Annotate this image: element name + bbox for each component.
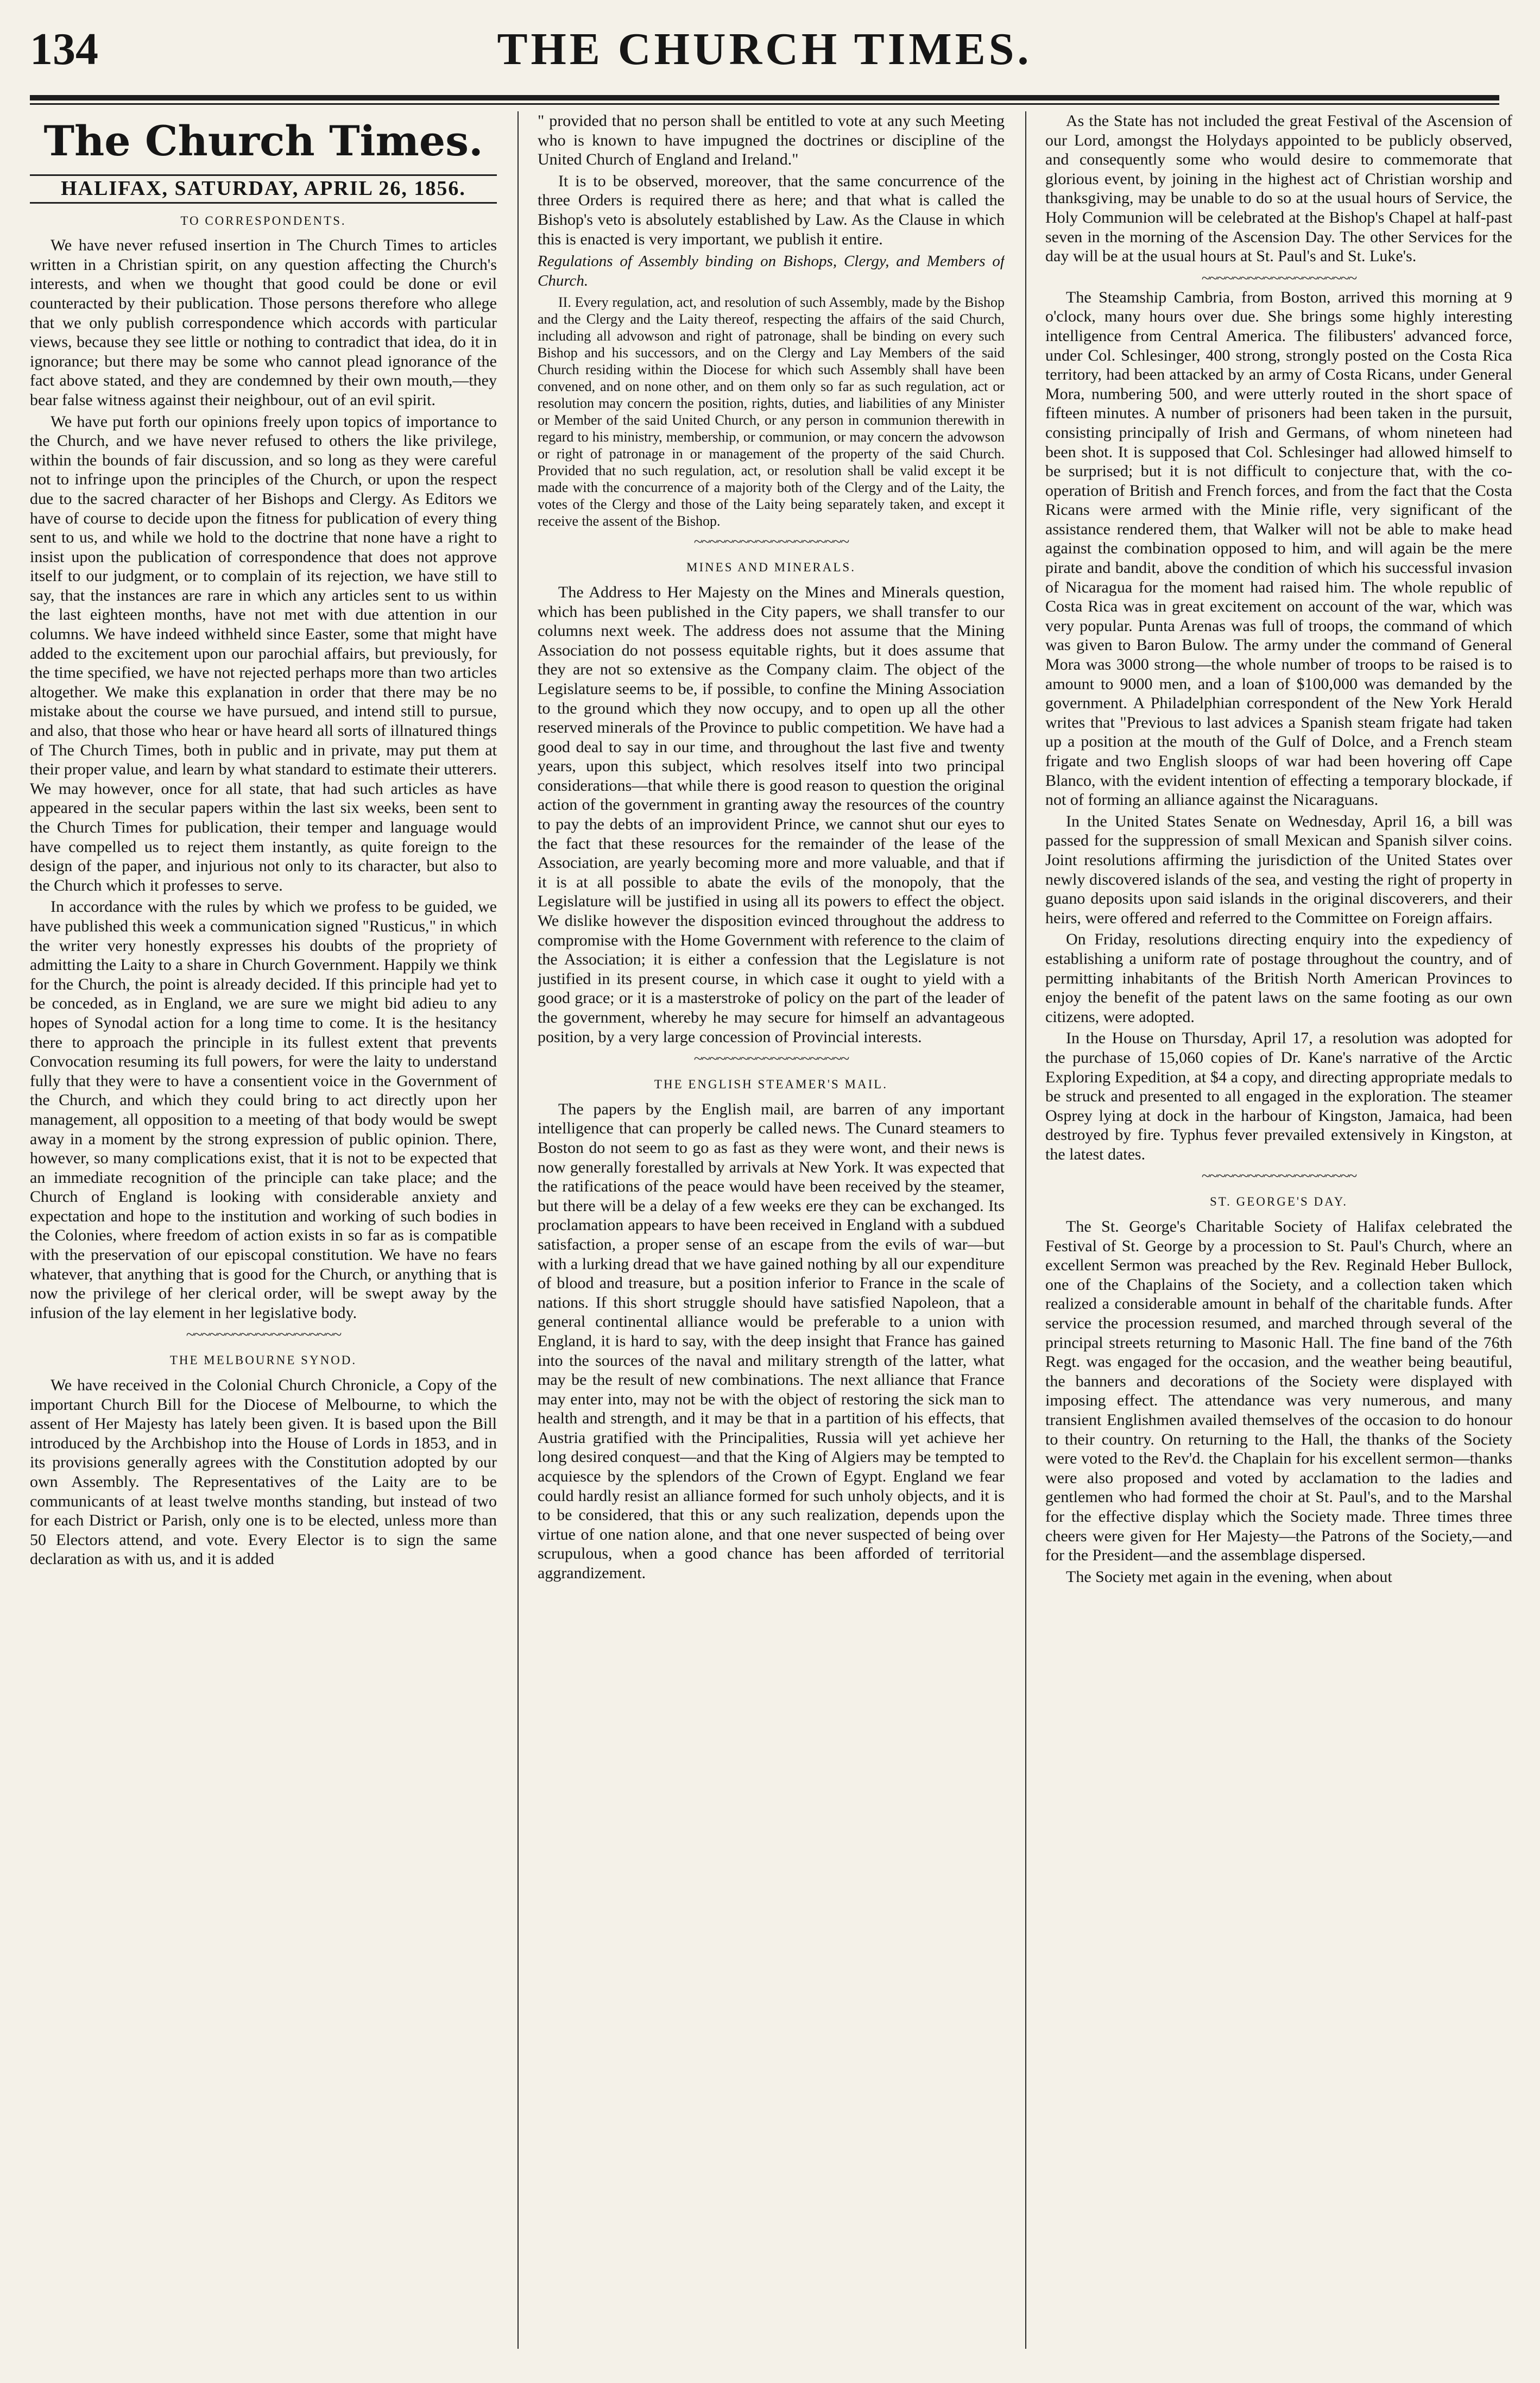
section-heading-melbourne-synod: THE MELBOURNE SYNOD. xyxy=(169,1353,357,1367)
correspondents-paragraph-1: We have never refused insertion in The Church Times to articles written in a Christian spirit, on any question affecting the Church's interests, and when we thought that good could be done or evil counteracted by their publication. Those persons therefore who allege that we only publish correspondence which accords with particular views, because they see little or nothing to contradict that idea, do it in ignorance; but there may be some who cannot plead ignorance of the fact above stated, and they are condemned by their own mouth,—they bear false witness against their neighbour, out of an evil spirit. xyxy=(30,236,497,409)
section-separator: ~~~~~~~~~~~~~~~~~~~~ xyxy=(693,534,849,551)
friday-paragraph: On Friday, resolutions directing enquiry into the expediency of establishing a uniform rate of postage throughout the country, and of permitting inhabitants of the British North American Provinces to enjoy the benefit of the patent laws on the same footing as our own citizens, were adopted. xyxy=(1045,930,1512,1026)
paper-title: THE CHURCH TIMES. xyxy=(497,24,1032,74)
correspondents-paragraph-2: We have put forth our opinions freely upon topics of importance to the Church, and we have never refused to others the like privilege, within the bounds of fair discussion, and so long as they were careful not to infringe upon the principles of the Church, or upon the respect due to the sacred character of her Bishops and Clergy. As Editors we have of course to decide upon the fitness for publication of every thing sent to us, and while we hold to the doctrine that none have a right to insist upon the publication of correspondence that does not approve itself to our judgment, or to complain of its rejection, we have still to say, that the instances are rare in which any articles sent to us within the last eighteen months, have not met with due attention in our columns. We have indeed withheld since Easter, some that might have added to the excitement upon our parochial affairs, but previously, for the time specified, we have not rejected perhaps more than two articles altogether. We make this explanation in order that there may be no mistake about the course we have pursued, and intend still to pursue, and also, that those who hear or have heard all sorts of illnatured things of The Church Times, both in public and in private, may put them at their proper value, and learn by what standard to estimate their utterers. We may however, once for all state, that had such articles as have appeared in the secular papers within the last six weeks, been sent to the Church Times for publication, their temper and language would have compelled us to reject them instantly, as quite foreign to the design of the paper, and injurious not only to its character, but also to the Church which it professes to serve. xyxy=(30,412,497,894)
column-3 xyxy=(1045,111,1512,2349)
page-number: 134 xyxy=(30,24,98,74)
mines-paragraph-1: The Address to Her Majesty on the Mines and Minerals question, which has been published in the City papers, we shall transfer to our columns next week. The address does not assume that the Mining Association do not possess equitable rights, but it does assume that they are not so extensive as the Company claim. The object of the Legislature seems to be, if possible, to confine the Mining Association to the ground which they now occupy, and to open up all the other reserved minerals of the Province to public competition. We have had a good deal to say in our time, and throughout the last five and twenty years, upon this subject, which resolves itself into two principal considerations—that while there is good reason to question the original action of the government in granting away the resources of the country to pay the debts of an improvident Prince, we cannot shut our eyes to the fact that these resources for the remainder of the lease of the Association, are yearly becoming more and more valuable, and that if it is at all possible to abate the evils of the monopoly, that the Legislature will be justified in using all its powers to effect the object. We dislike however the disposition evinced throughout the address to compromise with the Home Government with reference to the claim of the Association; it is either a confession that the Legislature is not justified in its present course, in which case it ought to yield with a good grace; or it is a masterstroke of policy on the part of the leader of the government, whereby he may secure for himself an advantageous position, by a very large concession of Provincial interests. xyxy=(538,583,1005,1046)
column-2 xyxy=(538,111,1005,2349)
section-heading-st-georges-day: ST. GEORGE'S DAY. xyxy=(1209,1195,1348,1209)
section-heading-correspondents: TO CORRESPONDENTS. xyxy=(180,213,346,228)
page-header xyxy=(30,21,1499,86)
st-georges-paragraph-1: The St. George's Charitable Society of Halifax celebrated the Festival of St. George by a procession to St. Paul's Church, where an excellent Sermon was preached by the Rev. Reginald Heber Bullock, one of the Chaplains of the Society, and a collection taken which realized a considerable amount in behalf of the charitable funds. After service the procession resumed, and marched through several of the principal streets returning to Masonic Hall. The fine band of the 76th Regt. was engaged for the occasion, and the weather being beautiful, the banners and decorations of the Society were displayed with imposing effect. The attendance was very numerous, and many transient Englishmen availed themselves of the occasion to do honour to their country. On returning to the Hall, the thanks of the Society were voted to the Rev'd. the Chaplain for his excellent sermon—thanks were also proposed and voted by acclamation to the ladies and gentlemen who had formed the choir at St. Paul's, and to the Marshal for the effective display which the Society made. Three times three cheers were given for Her Majesty—the Patrons of the Society,—and for the President—and the assemblage dispersed. xyxy=(1045,1218,1512,1565)
column-rule-2 xyxy=(1025,111,1026,2349)
ascension-paragraph: As the State has not included the great Festival of the Ascension of our Lord, amongst the Holydays appointed to be publicly observed, and consequently some who would desire to commemorate that glorious event, by joining in the highest act of Christian worship and thanksgiving, may be unable to do so at the usual hours of Service, the Holy Communion will be celebrated at the Bishop's Chapel at half-past seven in the morning of the Ascension Day. The other Services for the day will be at the usual hours at St. Paul's and St. Luke's. xyxy=(1045,112,1512,266)
mail-paragraph-1: The papers by the English mail, are barren of any important intelligence that can properly be called news. The Cunard steamers to Boston do not seem to go as fast as they were wont, and their news is now generally forestalled by arrivals at New York. It was expected that the ratifications of the peace would have been received by the steamer, but there will be a delay of a few weeks ere they can be exchanged. Its proclamation appears to have been received in England with a subdued satisfaction, a proper sense of an escape from the evils of war—but with a lurking dread that we have gained nothing by all our expenditure of blood and treasure, but a position inferior to France in the scale of nations. If this short struggle should have satisfied Napoleon, that a general continental alliance would be preferable to a union with England, it is hard to say, with the deep insight that France has gained into the sources of the naval and military strength of the latter, what may be the result of new combinations. The next alliance that France may enter into, may not be with the object of restoring the sick man to health and strength, and it may be that in a partition of his effects, that Austria gratified with the Principalities, Russia will yet achieve her long desired conquest—and that the King of Algiers may be tempted to acquiesce by the splendors of the Crown of Egypt. England we fear could hardly resist an alliance formed for such unholy objects, and it is to be considered, that this or any such realization, depends upon the virtue of one nation alone, and that one never suspected of being over scrupulous, when a good chance has been afforded of territorial aggrandizement. xyxy=(538,1100,1005,1583)
synod-paragraph-2: It is to be observed, moreover, that the same concurrence of the three Orders is required there as here; and that what is called the Bishop's veto is absolutely established by Law. As the Clause in which this is enacted is very important, we publish it entire. xyxy=(538,172,1005,248)
section-separator: ~~~~~~~~~~~~~~~~~~~~ xyxy=(1201,270,1356,287)
correspondents-paragraph-3: In accordance with the rules by which we profess to be guided, we have published this week a communication signed "Rusticus," in which the writer very honestly expresses his doubts of the propriety of admitting the Laity to a share in Church Government. Happily we think for the Church, the point is already decided. If this principle had yet to be conceded, as in England, we are sure we might bid adieu to any hopes of Synodal action for a long time to come. It is the hesitancy there to approach the principle in its fullest extent that prevents Convocation resuming its full powers, for were the laity to understand fully that they were to have a consentient voice in the Government of the Church, and which they could bring to act directly upon her management, all opposition to a meeting of that body would be swept away in a moment by the strong expression of public opinion. There, however, so many complications exist, that it is not to be expected that an immediate recognition of the principle can take place; and the Church of England is looking with considerable anxiety and expectation and hope to the institution and working of such bodies in the Colonies, where freedom of action exists in so far as is compatible with the preservation of our episcopal constitution. We have no fears whatever, that anything that is good for the Church, or anything that is now the privilege of her clerical order, will be swept away by the infusion of the lay element in her legislative body. xyxy=(30,898,497,1322)
cambria-paragraph: The Steamship Cambria, from Boston, arrived this morning at 9 o'clock, many hours over due. She brings some highly interesting intelligence from Central America. The filibusters' advanced force, under Col. Schlesinger, 400 strong, strongly posted on the Costa Rica territory, had been attacked by an army of Costa Ricans, under General Mora, numbering 500, and were utterly routed in the short space of fifteen minutes. A number of prisoners had been taken in the pursuit, consisting principally of Irish and Germans, of whom nineteen had been shot. It is supposed that Col. Schlesinger had allowed himself to be surprised; but it is not difficult to conjecture that, with the co-operation of British and French forces, and from the fact that the Costa Ricans were armed with the Minie rifle, very significant of the assistance rendered them, that Walker will not be able to make head against the combination opposed to him, and will again be the mere pirate and bandit, above the condition of which his successful invasion of Nicaragua for the moment had raised him. The whole republic of Costa Rica was in great excitement on account of the war, which was very popular. Punta Arenas was full of troops, the command of which was given to Baron Bulow. The army under the command of General Mora was 3000 strong—the whole number of troops to be raised is to amount to 9000 men, and a loan of $100,000 was demanded by the government. A Philadelphian correspondent of the New York Herald writes that "Previous to last advices a Spanish steam frigate had taken up a position at the mouth of the Gulf of Dolce, and a French steam frigate and two English sloops of war had been hovering off Cape Blanco, with the evident intention of effecting a temporary blockade, if not of forming an alliance against the Nicaraguans. xyxy=(1045,288,1512,809)
section-heading-mines: MINES AND MINERALS. xyxy=(686,560,856,575)
masthead: The Church Times. xyxy=(43,117,483,165)
section-heading-english-mail: THE ENGLISH STEAMER'S MAIL. xyxy=(654,1077,888,1092)
column-1 xyxy=(30,111,497,2349)
senate-paragraph: In the United States Senate on Wednesday, April 16, a bill was passed for the suppression of small Mexican and Spanish silver coins. Joint resolutions affirming the jurisdiction of the United States over newly discovered islands of the sea, and vesting the right of property in guano deposits upon said islands in the original discoverers, and their heirs, were offered and referred to the Committee on Foreign affairs. xyxy=(1045,812,1512,927)
header-rule xyxy=(30,95,1499,100)
synod-quote: " provided that no person shall be entitled to vote at any such Meeting who is known to have impugned the doctrines or discipline of the United Church of England and Ireland." xyxy=(538,112,1005,169)
section-separator: ~~~~~~~~~~~~~~~~~~~~ xyxy=(186,1327,341,1344)
regulations-heading: Regulations of Assembly binding on Bishops, Clergy, and Members of Church. xyxy=(538,253,1005,289)
house-paragraph: In the House on Thursday, April 17, a resolution was adopted for the purchase of 15,060 copies of Dr. Kane's narrative of the Arctic Exploring Expedition, at $4 a copy, and directing appropriate medals to be struck and presented to all engaged in the exploration. The steamer Osprey lying at dock in the harbour of Kingston, Jamaica, had been destroyed by fire. Typhus fever prevailed extensively in Kingston, at the latest dates. xyxy=(1045,1029,1512,1163)
synod-paragraph-1: We have received in the Colonial Church Chronicle, a Copy of the important Church Bill for the Diocese of Melbourne, to which the assent of Her Majesty has lately been given. It is based upon the Bill introduced by the Archbishop into the House of Lords in 1853, and in its provisions generally agrees with the Constitution adopted by our own Assembly. The Representatives of the Laity are to be communicants of at least twelve months standing, but instead of two for each District or Parish, only one is to be elected, unless more than 50 Electors attend, and vote. Every Elector is to sign the same declaration as with us, and it is added xyxy=(30,1376,497,1568)
section-separator: ~~~~~~~~~~~~~~~~~~~~ xyxy=(1201,1168,1356,1185)
dateline: HALIFAX, SATURDAY, APRIL 26, 1856. xyxy=(30,174,497,204)
header-rule-thin xyxy=(30,103,1499,105)
column-rule-1 xyxy=(517,111,519,2349)
st-georges-paragraph-2: The Society met again in the evening, when about xyxy=(1066,1567,1392,1586)
section-separator: ~~~~~~~~~~~~~~~~~~~~ xyxy=(693,1051,849,1068)
regulations-text: II. Every regulation, act, and resolution of such Assembly, made by the Bishop and the Clergy and the Laity thereof, respecting the affairs of the said Church, including all advowson and right of patronage, shall be binding on every such Bishop and his successors, and on the Clergy and Lay Members of the said Church residing within the Diocese for which such Assembly shall have been convened, and on none other, and on them only so far as such regulation, act or resolution may concern the position, rights, duties, and liabilities of any Minister or Member of the said United Church, or any person in communion therewith in regard to his ministry, membership, or communion, or may concern the advowson or right of patronage in or management of the property of the said Church. Provided that no such regulation, act, or resolution shall be valid except it be made with the concurrence of a majority both of the Clergy and of the Laity, the votes of the Clergy and those of the Laity being separately taken, and except it receive the assent of the Bishop. xyxy=(538,294,1005,529)
